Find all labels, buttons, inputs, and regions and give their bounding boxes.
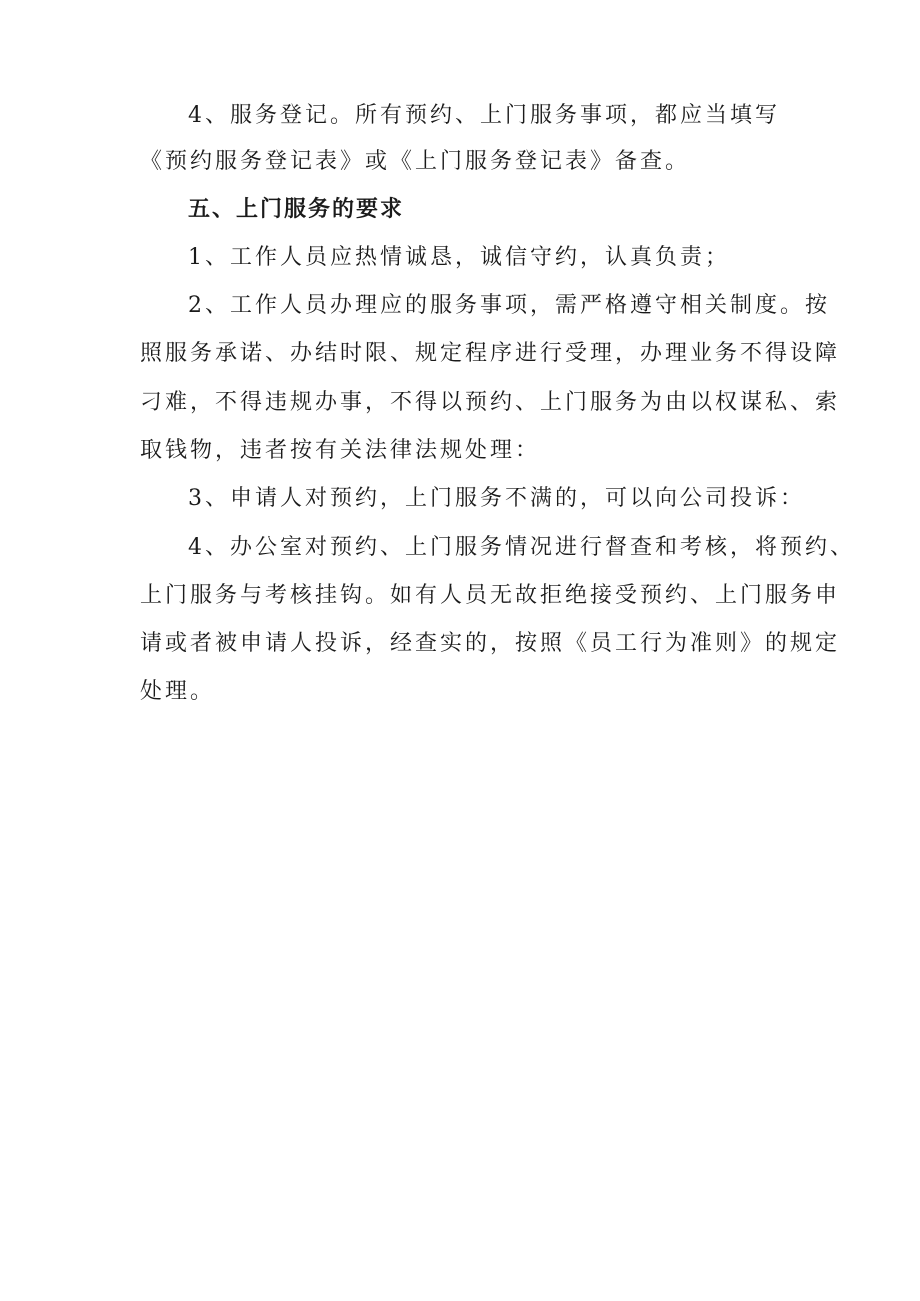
text-line: 3、申请人对预约，上门服务不满的，可以向公司投诉： xyxy=(188,486,805,511)
text-line: 1、工作人员应热情诚恳，诚信守约，认真负责； xyxy=(188,245,730,270)
text-line: 处理。 xyxy=(140,679,216,704)
text-line: 请或者被申请人投诉，经查实的，按照《员工行为准则》的规定 xyxy=(140,631,841,656)
section-heading: 五、上门服务的要求 xyxy=(188,197,405,222)
text-line: 4、服务登记。所有预约、上门服务事项，都应当填写 xyxy=(188,103,780,128)
text-line: 《预约服务登记表》或《上门服务登记表》备查。 xyxy=(140,149,691,174)
text-line: 2、工作人员办理应的服务事项，需严格遵守相关制度。按 xyxy=(188,293,830,318)
text-line: 刁难，不得违规办事，不得以预约、上门服务为由以权谋私、索 xyxy=(140,390,841,415)
text-line: 照服务承诺、办结时限、规定程序进行受理，办理业务不得设障 xyxy=(140,341,841,366)
text-line: 取钱物，违者按有关法律法规处理： xyxy=(140,438,541,463)
text-line: 4、办公室对预约、上门服务情况进行督查和考核，将预约、 xyxy=(188,535,855,560)
text-line: 上门服务与考核挂钩。如有人员无故拒绝接受预约、上门服务申 xyxy=(140,583,841,608)
